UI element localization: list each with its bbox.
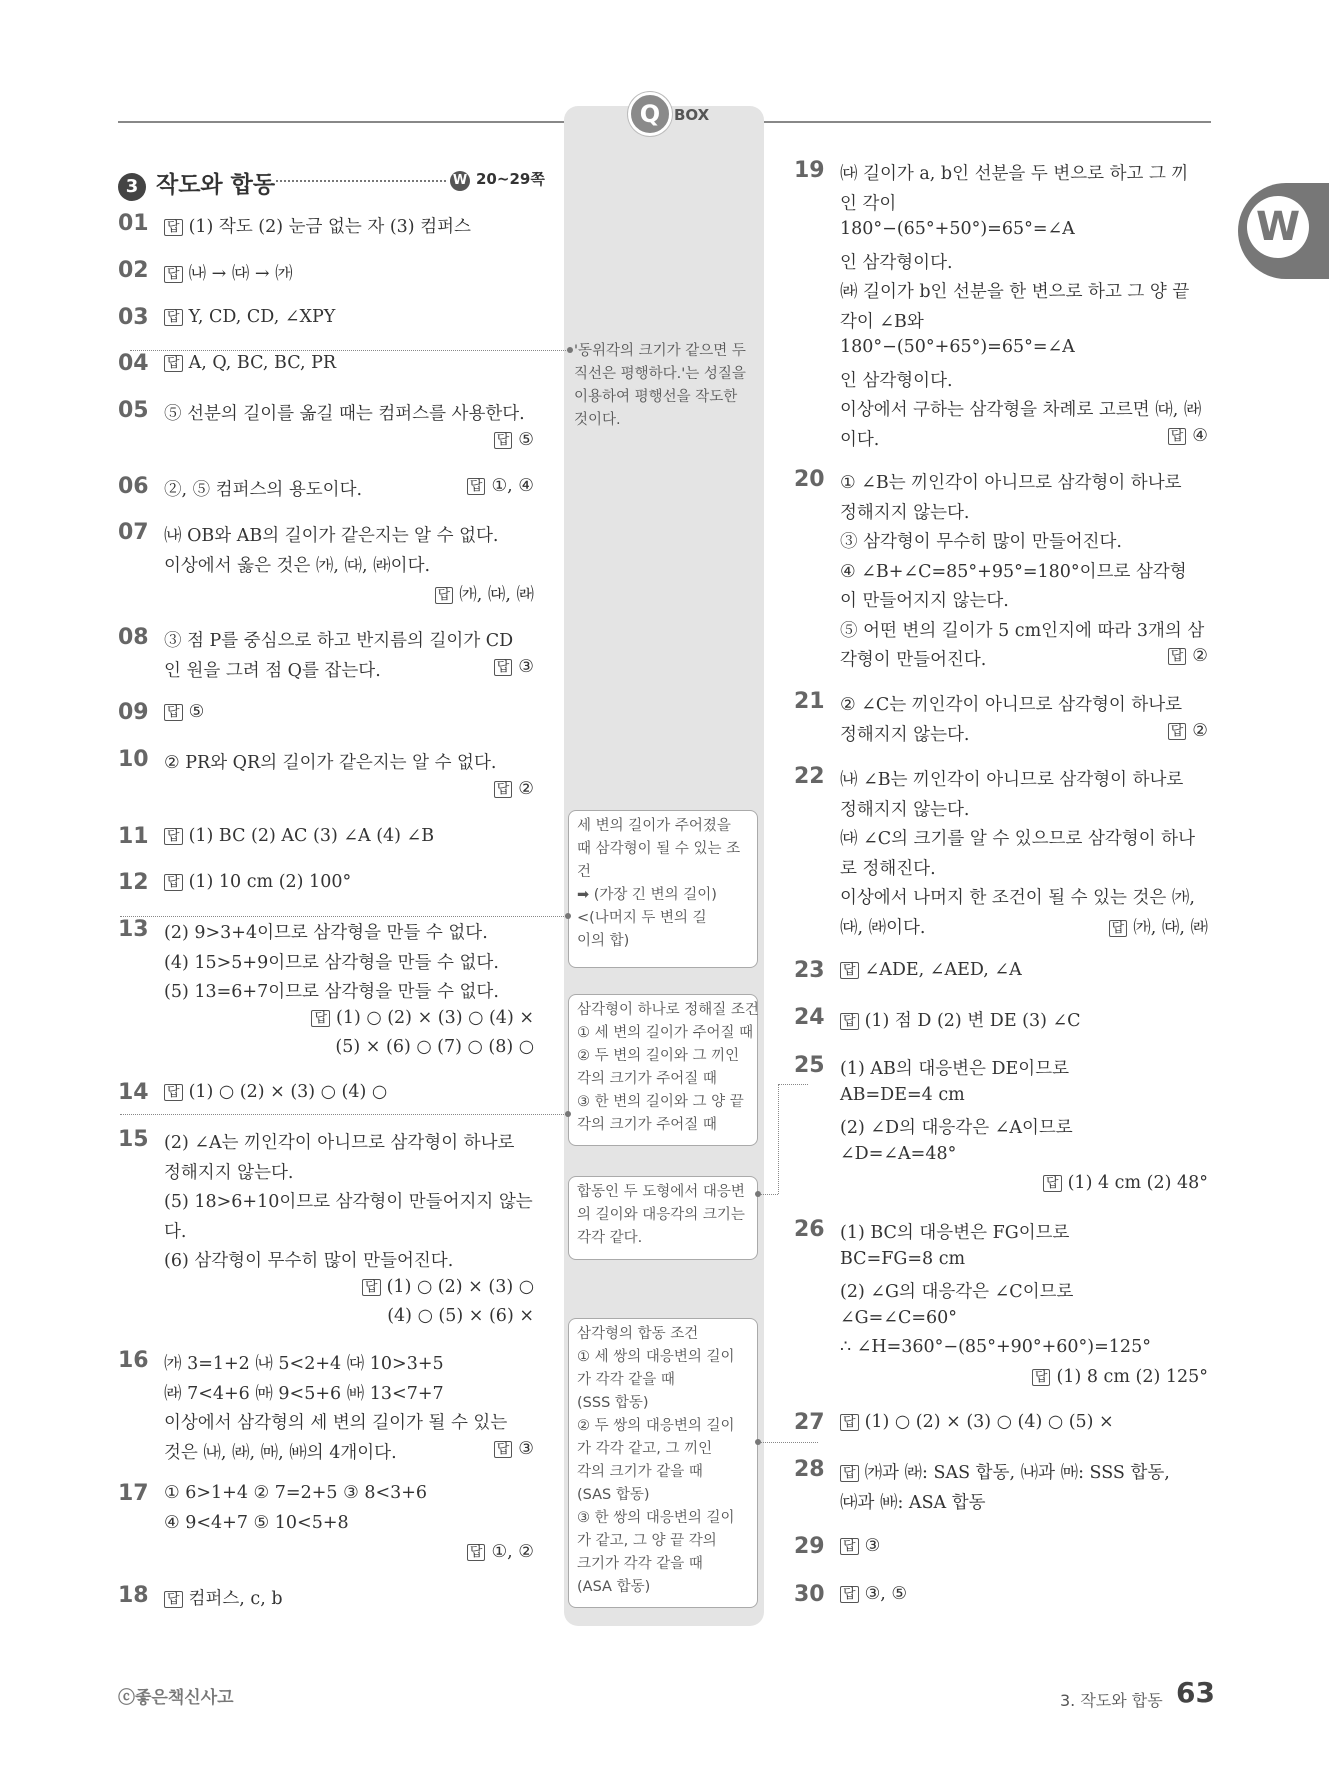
line-text: (1) 점 D (2) 변 DE (3) ∠C — [864, 1011, 1081, 1031]
line-text: BC=FG=8 cm — [840, 1248, 966, 1269]
line-text: ㈎, ㈐, ㈑ — [459, 585, 534, 605]
answer-mark-icon: 답 — [494, 781, 513, 798]
answer-mark-icon: 답 — [164, 1084, 183, 1101]
line-text: ㈑ 7<4+6 ㈒ 9<5+6 ㈓ 13<7+7 — [164, 1383, 444, 1404]
note-line: 이용하여 평행선을 작도한 — [574, 389, 738, 405]
solution-line — [840, 855, 936, 880]
line-text: ∠G=∠C=60° — [840, 1307, 958, 1328]
answer-mark-icon: 답 — [164, 219, 183, 236]
problem-number: 04 — [118, 351, 149, 376]
line-text: ㈐ 길이가 a, b인 선분을 두 변으로 하고 그 끼 — [840, 164, 1189, 184]
header-rule-right — [764, 121, 1211, 123]
problem-number: 20 — [794, 467, 825, 492]
line-text: 각형이 만들어진다. — [840, 650, 987, 670]
problem-number: 06 — [118, 474, 149, 499]
note-line: 세 변의 길이가 주어졌을 — [577, 818, 731, 834]
answer-mark-icon: 답 — [1032, 1369, 1051, 1386]
line-text: Y, CD, CD, ∠XPY — [188, 307, 336, 327]
answer-line — [494, 430, 534, 450]
solution-line — [840, 1085, 965, 1105]
note-line: 각의 크기가 주어질 때 — [577, 1071, 717, 1087]
line-text: ①, ④ — [491, 476, 534, 496]
line-text: ⑤ — [188, 702, 205, 722]
solution-line — [840, 796, 969, 821]
line-text: (1) 4 cm (2) 48° — [1067, 1173, 1208, 1193]
solution-line — [840, 278, 1189, 303]
answer-mark-icon: 답 — [1109, 920, 1128, 937]
line-text: ⑤ — [518, 429, 534, 450]
note-congruence-conditions — [568, 1318, 758, 1608]
note-line: ① 세 변의 길이가 주어질 때 — [577, 1025, 754, 1041]
line-text: ㈐ ∠C의 크기를 알 수 있으므로 삼각형이 하나 — [840, 829, 1195, 849]
solution-line — [164, 1409, 507, 1434]
answer-line — [840, 1007, 1081, 1032]
solution-line — [840, 1219, 1069, 1244]
problem-number: 15 — [118, 1127, 149, 1152]
problem-number: 03 — [118, 305, 149, 330]
solution-line — [840, 884, 1195, 909]
solution-line — [840, 219, 1075, 239]
line-text: ∴ ∠H=360°−(85°+90°+60°)=125° — [840, 1337, 1151, 1357]
problem-number: 10 — [118, 747, 149, 772]
answer-mark-icon: 답 — [840, 962, 859, 979]
solution-line — [164, 749, 496, 774]
solution-line — [840, 337, 1075, 357]
section-leader-dots — [276, 180, 446, 182]
note-line: ③ 한 쌍의 대응변의 길이 — [577, 1510, 735, 1526]
section-number: 3 — [118, 173, 146, 201]
answer-mark-icon: 답 — [840, 1586, 859, 1603]
answer-mark-icon: 답 — [494, 659, 513, 676]
solution-line — [840, 1489, 986, 1514]
answer-line — [164, 872, 351, 892]
solution-line — [840, 587, 1009, 612]
line-text: (1) AB의 대응변은 DE이므로 — [840, 1059, 1070, 1079]
line-text: ㈎ 3=1+2 ㈏ 5<2+4 ㈐ 10>3+5 — [164, 1354, 444, 1374]
line-text: 180°−(65°+50°)=65°=∠A — [840, 219, 1075, 239]
note-line: 가 각각 같을 때 — [577, 1372, 675, 1388]
note-line: 각의 크기가 같을 때 — [577, 1464, 703, 1480]
line-text: 이상에서 삼각형의 세 변의 길이가 될 수 있는 — [164, 1413, 508, 1433]
answer-line — [311, 1008, 534, 1028]
line-text: ② PR와 QR의 길이가 같은지는 알 수 없다. — [164, 753, 497, 773]
solution-line — [387, 1306, 534, 1326]
note-line: 크기가 각각 같을 때 — [577, 1556, 703, 1572]
section-pages — [450, 168, 545, 191]
connector-dot — [755, 1191, 761, 1197]
answer-line — [494, 779, 534, 799]
qbox-label: BOX — [674, 106, 710, 124]
line-text: ∠ADE, ∠AED, ∠A — [864, 960, 1022, 980]
solution-line — [840, 1055, 1069, 1080]
solution-line — [164, 1513, 349, 1533]
line-text: 180°−(50°+65°)=65°=∠A — [840, 337, 1075, 357]
line-text: ⑤ 어떤 변의 길이가 5 cm인지에 따라 3개의 삼 — [840, 620, 1205, 641]
line-text: ② — [1192, 720, 1208, 741]
line-text: ④ 9<4+7 ⑤ 10<5+8 — [164, 1512, 349, 1533]
solution-line — [164, 1439, 397, 1464]
line-text: ③ — [518, 656, 534, 677]
line-text: 것은 ㈏, ㈑, ㈒, ㈓의 4개이다. — [164, 1442, 397, 1463]
line-text: ①, ② — [491, 1542, 534, 1562]
problem-number: 02 — [118, 258, 149, 283]
solution-line — [840, 766, 1183, 791]
answer-mark-icon: 답 — [164, 266, 183, 283]
answer-mark-icon: 답 — [494, 432, 513, 449]
line-text: 정해지지 않는다. — [840, 724, 970, 745]
note-parallel — [574, 340, 746, 432]
solution-line — [840, 721, 969, 746]
qbox-icon: Q — [628, 92, 672, 136]
note-line: 건 — [577, 864, 592, 880]
line-text: 이상에서 나머지 한 조건이 될 수 있는 것은 ㈎, — [840, 888, 1195, 908]
note-line: 가 각각 같고, 그 끼인 — [577, 1441, 713, 1457]
problem-number: 05 — [118, 398, 149, 423]
solution-line — [164, 552, 430, 577]
line-text: ③ 삼각형이 무수히 많이 만들어진다. — [840, 532, 1122, 552]
line-text: 인 삼각형이다. — [840, 252, 953, 273]
solution-line — [840, 691, 1182, 716]
answer-mark-icon: 답 — [1043, 1175, 1062, 1192]
line-text: 컴퍼스, c, b — [188, 1589, 283, 1609]
problem-number: 23 — [794, 958, 825, 983]
answer-mark-icon: 답 — [1168, 723, 1187, 740]
line-text: ③ — [518, 1438, 534, 1459]
note-line: ② 두 변의 길이와 그 끼인 — [577, 1048, 740, 1064]
page-number: 63 — [1176, 1676, 1215, 1709]
answer-mark-icon: 답 — [311, 1010, 330, 1027]
solution-line — [840, 825, 1195, 850]
line-text: A, Q, BC, BC, PR — [188, 353, 337, 373]
note-line: ➡ (가장 긴 변의 길이) — [577, 887, 717, 903]
line-text: (5) 18>6+10이므로 삼각형이 만들어지지 않는 — [164, 1192, 533, 1212]
answer-mark-icon: 답 — [494, 1441, 513, 1458]
publisher-logo: ⓒ좋은책신사고 — [118, 1688, 234, 1708]
problem-number: 27 — [794, 1410, 825, 1435]
answer-mark-icon: 답 — [467, 1544, 486, 1561]
line-text: 이 만들어지지 않는다. — [840, 591, 1009, 611]
line-text: ③ — [864, 1536, 881, 1556]
answer-line — [840, 1536, 880, 1556]
answer-line — [1109, 914, 1208, 939]
solution-line — [164, 1350, 444, 1375]
note-line: 삼각형이 하나로 정해질 조건 — [577, 1002, 759, 1018]
problem-number: 16 — [118, 1348, 149, 1373]
problem-number: 24 — [794, 1005, 825, 1030]
line-text: ㈑ 길이가 b인 선분을 한 변으로 하고 그 양 끝 — [840, 282, 1190, 302]
answer-line — [1043, 1173, 1208, 1193]
problem-number: 22 — [794, 764, 825, 789]
connector — [130, 350, 570, 351]
problem-number: 09 — [118, 700, 149, 725]
note-line: 가 같고, 그 양 끝 각의 — [577, 1533, 717, 1549]
solution-line — [164, 522, 498, 547]
note-line: 이의 합) — [577, 933, 630, 949]
answer-line — [840, 1459, 1170, 1484]
answer-line — [840, 1584, 907, 1604]
note-line: ① 세 쌍의 대응변의 길이 — [577, 1349, 735, 1365]
problem-number: 25 — [794, 1053, 825, 1078]
note-line: 각각 같다. — [577, 1230, 643, 1246]
solution-line — [164, 476, 362, 501]
line-text: ④ — [1192, 425, 1208, 446]
line-text: AB=DE=4 cm — [840, 1084, 965, 1105]
answer-line — [362, 1277, 534, 1297]
w-tab-icon: W — [1247, 196, 1309, 258]
line-text: (1) ○ (2) × (3) ○ (4) ○ (5) × — [864, 1412, 1114, 1432]
answer-mark-icon: 답 — [1168, 428, 1187, 445]
answer-line — [1168, 646, 1208, 666]
line-text: ②, ⑤ 컴퍼스의 용도이다. — [164, 480, 363, 500]
solution-line — [164, 1129, 514, 1154]
line-text: (4) ○ (5) × (6) × — [387, 1306, 534, 1326]
solution-line — [164, 1159, 293, 1184]
answer-mark-icon: 답 — [840, 1538, 859, 1555]
line-text: ④ ∠B+∠C=85°+95°=180°이므로 삼각형 — [840, 561, 1187, 582]
answer-line — [164, 1585, 283, 1610]
solution-line — [335, 1037, 534, 1057]
line-text: 정해지지 않는다. — [840, 799, 970, 820]
line-text: ① ∠B는 끼인각이 아니므로 삼각형이 하나로 — [840, 473, 1182, 493]
answer-line — [164, 307, 335, 327]
problem-number: 17 — [118, 1481, 149, 1506]
problem-number: 01 — [118, 211, 149, 236]
solution-line — [840, 160, 1188, 185]
problem-number: 21 — [794, 689, 825, 714]
answer-mark-icon: 답 — [840, 1465, 859, 1482]
solution-line — [164, 627, 513, 652]
problem-number: 07 — [118, 520, 149, 545]
problem-number: 08 — [118, 625, 149, 650]
note-line: ③ 한 변의 길이와 그 양 끝 — [577, 1094, 744, 1110]
line-text: 인 원을 그려 점 Q를 잡는다. — [164, 660, 381, 681]
line-text: ∠D=∠A=48° — [840, 1143, 957, 1164]
answer-line — [164, 213, 471, 238]
line-text: 로 정해진다. — [840, 858, 936, 879]
header-rule-left — [118, 121, 564, 123]
solution-line — [164, 919, 488, 944]
answer-line — [467, 1542, 534, 1562]
line-text: (1) BC의 대응변은 FG이므로 — [840, 1223, 1070, 1243]
solution-line — [840, 1144, 956, 1164]
line-text: (2) ∠G의 대응각은 ∠C이므로 — [840, 1282, 1074, 1302]
answer-mark-icon: 답 — [164, 355, 183, 372]
answer-line — [494, 657, 534, 677]
line-text: ② — [518, 778, 534, 799]
line-text: ㈏ → ㈐ → ㈎ — [188, 264, 293, 284]
solution-line — [164, 657, 381, 682]
connector — [120, 1114, 568, 1115]
solution-line — [840, 1114, 1073, 1139]
solution-line — [840, 249, 953, 274]
answer-mark-icon: 답 — [164, 874, 183, 891]
problem-number: 18 — [118, 1583, 149, 1608]
solution-line — [164, 400, 525, 425]
solution-line — [840, 617, 1204, 642]
line-text: ㈎, ㈐, ㈑ — [1133, 917, 1208, 938]
solution-line — [164, 1380, 444, 1405]
note-line: <(나머지 두 변의 길 — [577, 910, 707, 926]
answer-mark-icon: 답 — [840, 1414, 859, 1431]
line-text: 정해지지 않는다. — [164, 1162, 294, 1183]
answer-mark-icon: 답 — [164, 704, 183, 721]
answer-mark-icon: 답 — [1168, 648, 1187, 665]
connector — [778, 1084, 779, 1194]
answer-line — [494, 1439, 534, 1459]
line-text: 인 각이 — [840, 193, 897, 214]
answer-line — [840, 1412, 1114, 1432]
note-line: 의 길이와 대응각의 크기는 — [577, 1207, 745, 1223]
answer-mark-icon: 답 — [362, 1279, 381, 1296]
chapter-label: 3. 작도와 합동 — [1060, 1691, 1163, 1710]
answer-line — [435, 581, 534, 606]
problem-number: 12 — [118, 870, 149, 895]
problem-number: 14 — [118, 1080, 149, 1105]
line-text: ㈏ OB와 AB의 길이가 같은지는 알 수 없다. — [164, 526, 499, 546]
note-line: 합동인 두 도형에서 대응변 — [577, 1184, 745, 1200]
solution-line — [840, 558, 1187, 583]
solution-line — [840, 396, 1201, 421]
line-text: 각이 ∠B와 — [840, 311, 924, 332]
w-badge-icon: W — [450, 171, 470, 191]
connector-dot — [565, 1111, 571, 1117]
solution-line — [840, 426, 879, 451]
problem-number: 11 — [118, 824, 149, 849]
line-text: 인 삼각형이다. — [840, 370, 953, 391]
problem-number: 30 — [794, 1582, 825, 1607]
answer-line — [1168, 426, 1208, 446]
connector — [758, 1442, 818, 1443]
line-text: (1) 8 cm (2) 125° — [1056, 1366, 1208, 1387]
note-line: 때 삼각형이 될 수 있는 조 — [577, 841, 741, 857]
answer-line — [1168, 721, 1208, 741]
note-line: 것이다. — [574, 412, 621, 428]
line-text: (5) 13=6+7이므로 삼각형을 만들 수 없다. — [164, 982, 499, 1002]
line-text: ① 6>1+4 ② 7=2+5 ③ 8<3+6 — [164, 1483, 428, 1503]
answer-line — [164, 260, 293, 285]
solution-line — [164, 1218, 186, 1243]
line-text: (2) ∠A는 끼인각이 아니므로 삼각형이 하나로 — [164, 1133, 515, 1153]
line-text: 이상에서 옳은 것은 ㈎, ㈐, ㈑이다. — [164, 555, 431, 576]
note-line: 각의 크기가 주어질 때 — [577, 1117, 717, 1133]
answer-line — [164, 702, 204, 722]
note-line: (SAS 합동) — [577, 1487, 650, 1503]
solution-line — [840, 914, 926, 939]
line-text: 다. — [164, 1221, 187, 1242]
line-text: (1) BC (2) AC (3) ∠A (4) ∠B — [188, 826, 435, 846]
solution-line — [840, 1308, 957, 1328]
solution-line — [840, 469, 1182, 494]
solution-line — [840, 646, 986, 671]
solution-line — [840, 1249, 965, 1269]
line-text: ③, ⑤ — [864, 1584, 908, 1604]
connector — [758, 1194, 778, 1195]
answer-line — [164, 353, 336, 373]
connector-dot — [567, 347, 573, 353]
answer-mark-icon: 답 — [164, 1591, 183, 1608]
line-text: ㈐과 ㈓: ASA 합동 — [840, 1492, 986, 1513]
line-text: (5) × (6) ○ (7) ○ (8) ○ — [335, 1037, 534, 1057]
note-line: ② 두 쌍의 대응변의 길이 — [577, 1418, 735, 1434]
line-text: 정해지지 않는다. — [840, 502, 970, 523]
solution-line — [840, 1278, 1073, 1303]
answer-mark-icon: 답 — [840, 1013, 859, 1030]
note-line: 삼각형의 합동 조건 — [577, 1326, 699, 1342]
line-text: ⑤ 선분의 길이를 옮길 때는 컴퍼스를 사용한다. — [164, 404, 525, 424]
answer-line — [840, 960, 1022, 980]
solution-line — [840, 499, 969, 524]
line-text: ② ∠C는 끼인각이 아니므로 삼각형이 하나로 — [840, 695, 1183, 715]
problem-number: 13 — [118, 917, 149, 942]
line-text: ㈎과 ㈑: SAS 합동, ㈏과 ㈒: SSS 합동, — [864, 1463, 1170, 1483]
note-congruence — [568, 1176, 758, 1260]
line-text: 이상에서 구하는 삼각형을 차례로 고르면 ㈐, ㈑ — [840, 400, 1202, 420]
solution-line — [840, 308, 924, 333]
line-text: ㈐, ㈑이다. — [840, 917, 926, 938]
answer-line — [164, 1082, 387, 1102]
note-line: 직선은 평행하다.'는 성질을 — [574, 366, 746, 382]
line-text: (2) ∠D의 대응각은 ∠A이므로 — [840, 1118, 1073, 1138]
line-text: (1) 작도 (2) 눈금 없는 자 (3) 컴퍼스 — [188, 217, 471, 237]
answer-mark-icon: 답 — [467, 478, 486, 495]
line-text: (2) 9>3+4이므로 삼각형을 만들 수 없다. — [164, 923, 488, 943]
connector — [120, 916, 568, 917]
note-triangle-inequality — [568, 810, 758, 968]
answer-mark-icon: 답 — [435, 587, 454, 604]
section-title-text: 작도와 합동 — [156, 172, 276, 198]
solution-line — [164, 978, 499, 1003]
connector-dot — [565, 913, 571, 919]
line-text: ② — [1192, 646, 1208, 666]
solution-line — [164, 949, 499, 974]
answer-line — [467, 476, 534, 496]
note-line: (ASA 합동) — [577, 1579, 651, 1595]
section-pages-text: 20~29쪽 — [476, 170, 545, 188]
answer-line — [164, 826, 434, 846]
line-text: (4) 15>5+9이므로 삼각형을 만들 수 없다. — [164, 952, 499, 973]
line-text: ㈏ ∠B는 끼인각이 아니므로 삼각형이 하나로 — [840, 770, 1184, 790]
line-text: ③ 점 P를 중심으로 하고 반지름의 길이가 CD — [164, 631, 514, 651]
line-text: 이다. — [840, 429, 880, 450]
answer-mark-icon: 답 — [164, 309, 183, 326]
solution-line — [164, 1188, 533, 1213]
problem-number: 26 — [794, 1217, 825, 1242]
solution-line — [840, 1337, 1151, 1357]
line-text: (6) 삼각형이 무수히 많이 만들어진다. — [164, 1251, 454, 1271]
answer-line — [1032, 1367, 1208, 1387]
line-text: (1) 10 cm (2) 100° — [188, 872, 352, 892]
connector — [778, 1084, 808, 1085]
problem-number: 29 — [794, 1534, 825, 1559]
problem-number: 19 — [794, 158, 825, 183]
answer-mark-icon: 답 — [164, 828, 183, 845]
note-line: (SSS 합동) — [577, 1395, 649, 1411]
line-text: (1) ○ (2) × (3) ○ (4) × — [336, 1007, 534, 1028]
note-line: '동위각의 크기가 같으면 두 — [574, 343, 746, 359]
solution-line — [840, 190, 896, 215]
problem-number: 28 — [794, 1457, 825, 1482]
note-unique-triangle — [568, 994, 758, 1146]
section-title — [118, 166, 275, 201]
line-text: (1) ○ (2) × (3) ○ — [386, 1276, 534, 1297]
line-text: (1) ○ (2) × (3) ○ (4) ○ — [188, 1082, 388, 1102]
solution-line — [164, 1247, 453, 1272]
solution-line — [840, 367, 953, 392]
solution-line — [164, 1483, 427, 1503]
solution-line — [840, 528, 1122, 553]
connector-dot — [755, 1439, 761, 1445]
